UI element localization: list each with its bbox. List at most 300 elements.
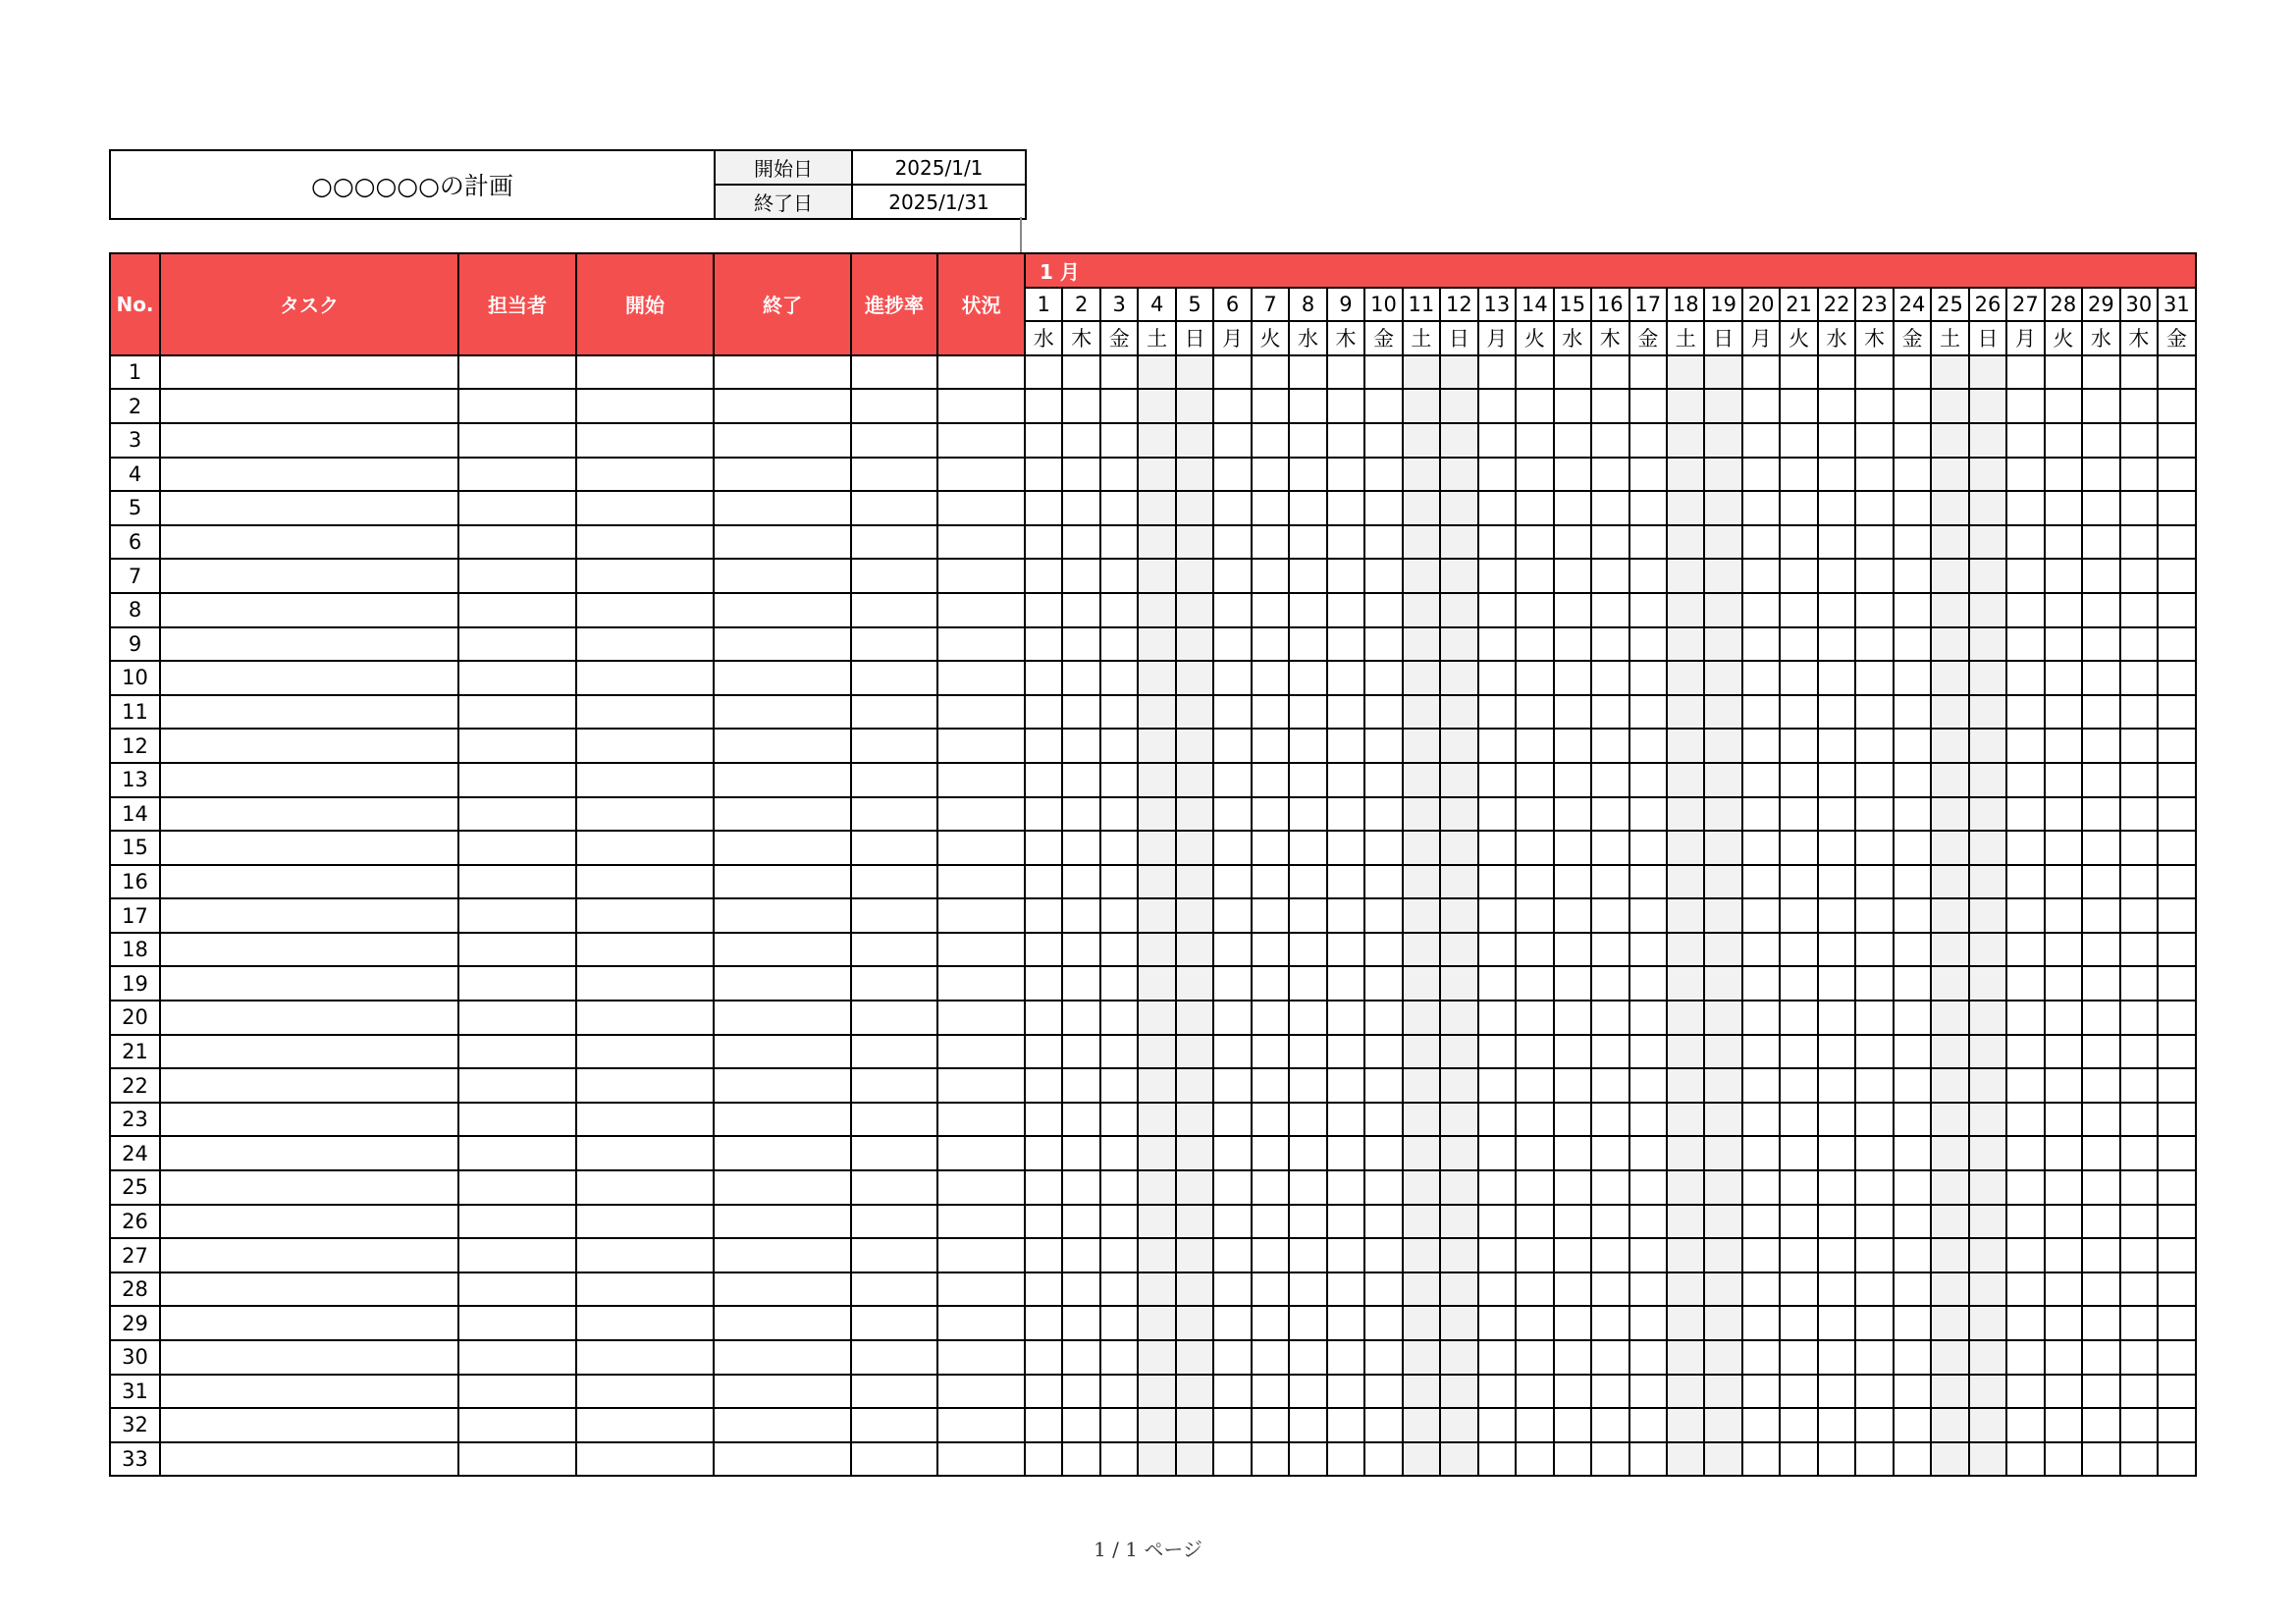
gantt-cell[interactable] [1554,729,1591,763]
gantt-cell[interactable] [1252,1136,1289,1170]
gantt-cell[interactable] [1100,661,1138,695]
end-cell[interactable] [714,389,851,423]
start-cell[interactable] [576,593,714,627]
gantt-cell[interactable] [1742,1103,1780,1137]
gantt-cell[interactable] [1403,389,1440,423]
gantt-cell[interactable] [1554,1408,1591,1442]
gantt-cell[interactable] [1176,661,1213,695]
gantt-cell[interactable] [1176,1001,1213,1035]
gantt-cell[interactable] [1100,1340,1138,1375]
gantt-cell[interactable] [2082,1238,2119,1272]
gantt-cell[interactable] [1252,1068,1289,1103]
gantt-cell[interactable] [2006,1035,2044,1069]
gantt-cell[interactable] [1440,423,1477,458]
gantt-cell[interactable] [2120,1442,2158,1477]
gantt-cell[interactable] [1213,1408,1251,1442]
start-cell[interactable] [576,797,714,832]
gantt-cell[interactable] [1667,1340,1704,1375]
gantt-cell[interactable] [1554,1001,1591,1035]
gantt-cell[interactable] [1554,355,1591,390]
gantt-cell[interactable] [1629,1306,1667,1340]
gantt-cell[interactable] [1213,797,1251,832]
gantt-cell[interactable] [1440,355,1477,390]
gantt-cell[interactable] [1742,661,1780,695]
gantt-cell[interactable] [1969,661,2006,695]
task-cell[interactable] [160,389,458,423]
gantt-cell[interactable] [1931,355,1968,390]
gantt-cell[interactable] [2158,797,2196,832]
task-cell[interactable] [160,1170,458,1205]
gantt-cell[interactable] [1855,389,1893,423]
gantt-cell[interactable] [2158,1306,2196,1340]
gantt-cell[interactable] [1327,1442,1364,1477]
gantt-cell[interactable] [1780,458,1817,492]
assignee-cell[interactable] [458,559,576,593]
gantt-cell[interactable] [2120,865,2158,899]
progress-cell[interactable] [851,898,937,933]
gantt-cell[interactable] [1780,898,1817,933]
gantt-cell[interactable] [1780,423,1817,458]
gantt-cell[interactable] [1176,729,1213,763]
gantt-cell[interactable] [1327,389,1364,423]
gantt-cell[interactable] [1213,1205,1251,1239]
gantt-cell[interactable] [2158,1442,2196,1477]
gantt-cell[interactable] [1704,1170,1741,1205]
status-cell[interactable] [937,1375,1025,1409]
gantt-cell[interactable] [1591,491,1629,525]
start-cell[interactable] [576,831,714,865]
status-cell[interactable] [937,831,1025,865]
gantt-cell[interactable] [1969,1205,2006,1239]
gantt-cell[interactable] [1364,1035,1402,1069]
gantt-cell[interactable] [1855,1103,1893,1137]
task-cell[interactable] [160,1306,458,1340]
gantt-cell[interactable] [1403,458,1440,492]
gantt-cell[interactable] [2045,763,2082,797]
gantt-cell[interactable] [1327,1340,1364,1375]
gantt-cell[interactable] [1554,491,1591,525]
gantt-cell[interactable] [1327,491,1364,525]
gantt-cell[interactable] [1667,933,1704,967]
gantt-cell[interactable] [1780,1272,1817,1307]
gantt-cell[interactable] [1440,797,1477,832]
gantt-cell[interactable] [1591,898,1629,933]
gantt-cell[interactable] [1252,423,1289,458]
start-cell[interactable] [576,1205,714,1239]
gantt-cell[interactable] [1704,831,1741,865]
gantt-cell[interactable] [2082,1170,2119,1205]
gantt-cell[interactable] [2120,1238,2158,1272]
gantt-cell[interactable] [1100,729,1138,763]
gantt-cell[interactable] [1516,1136,1553,1170]
gantt-cell[interactable] [2082,525,2119,560]
gantt-cell[interactable] [2082,695,2119,730]
gantt-cell[interactable] [1403,1136,1440,1170]
gantt-cell[interactable] [1931,423,1968,458]
gantt-cell[interactable] [1742,1375,1780,1409]
gantt-cell[interactable] [1818,898,1855,933]
gantt-cell[interactable] [2158,729,2196,763]
task-cell[interactable] [160,695,458,730]
gantt-cell[interactable] [1289,355,1326,390]
gantt-cell[interactable] [1855,865,1893,899]
gantt-cell[interactable] [1289,458,1326,492]
gantt-cell[interactable] [1931,1001,1968,1035]
gantt-cell[interactable] [1667,1238,1704,1272]
gantt-cell[interactable] [1780,1238,1817,1272]
gantt-cell[interactable] [1818,1068,1855,1103]
gantt-cell[interactable] [1252,1442,1289,1477]
gantt-cell[interactable] [1667,1408,1704,1442]
task-cell[interactable] [160,831,458,865]
gantt-cell[interactable] [1516,1205,1553,1239]
gantt-cell[interactable] [1289,1408,1326,1442]
gantt-cell[interactable] [1742,763,1780,797]
gantt-cell[interactable] [1440,763,1477,797]
gantt-cell[interactable] [1478,593,1516,627]
gantt-cell[interactable] [1478,1068,1516,1103]
gantt-cell[interactable] [1478,898,1516,933]
gantt-cell[interactable] [1062,1001,1099,1035]
gantt-cell[interactable] [1062,525,1099,560]
gantt-cell[interactable] [2120,1340,2158,1375]
gantt-cell[interactable] [1591,661,1629,695]
gantt-cell[interactable] [2120,559,2158,593]
gantt-cell[interactable] [1025,966,1062,1001]
gantt-cell[interactable] [1629,1205,1667,1239]
gantt-cell[interactable] [1327,1375,1364,1409]
gantt-cell[interactable] [1100,1136,1138,1170]
gantt-cell[interactable] [1364,898,1402,933]
gantt-cell[interactable] [1554,559,1591,593]
gantt-cell[interactable] [1403,1375,1440,1409]
progress-cell[interactable] [851,1170,937,1205]
gantt-cell[interactable] [2082,1136,2119,1170]
gantt-cell[interactable] [1704,389,1741,423]
gantt-cell[interactable] [1100,898,1138,933]
gantt-cell[interactable] [1855,1068,1893,1103]
gantt-cell[interactable] [1704,1238,1741,1272]
gantt-cell[interactable] [2082,1375,2119,1409]
gantt-cell[interactable] [1062,423,1099,458]
gantt-cell[interactable] [1931,898,1968,933]
gantt-cell[interactable] [1403,1170,1440,1205]
gantt-cell[interactable] [2045,1340,2082,1375]
gantt-cell[interactable] [1138,559,1175,593]
gantt-cell[interactable] [1516,763,1553,797]
gantt-cell[interactable] [1327,831,1364,865]
status-cell[interactable] [937,491,1025,525]
gantt-cell[interactable] [1931,1103,1968,1137]
gantt-cell[interactable] [1742,831,1780,865]
gantt-cell[interactable] [1931,966,1968,1001]
status-cell[interactable] [937,627,1025,662]
gantt-cell[interactable] [1855,1375,1893,1409]
gantt-cell[interactable] [1818,389,1855,423]
gantt-cell[interactable] [1629,559,1667,593]
gantt-cell[interactable] [1327,661,1364,695]
gantt-cell[interactable] [1704,1375,1741,1409]
end-cell[interactable] [714,1272,851,1307]
start-cell[interactable] [576,661,714,695]
gantt-cell[interactable] [1591,966,1629,1001]
gantt-cell[interactable] [1364,1103,1402,1137]
status-cell[interactable] [937,1103,1025,1137]
gantt-cell[interactable] [1252,898,1289,933]
gantt-cell[interactable] [2082,1103,2119,1137]
gantt-cell[interactable] [1025,1375,1062,1409]
gantt-cell[interactable] [1742,1238,1780,1272]
gantt-cell[interactable] [1894,695,1931,730]
gantt-cell[interactable] [1252,661,1289,695]
task-cell[interactable] [160,729,458,763]
gantt-cell[interactable] [1327,458,1364,492]
gantt-cell[interactable] [1780,1035,1817,1069]
gantt-cell[interactable] [1213,559,1251,593]
gantt-cell[interactable] [1478,389,1516,423]
gantt-cell[interactable] [1440,525,1477,560]
assignee-cell[interactable] [458,593,576,627]
start-cell[interactable] [576,423,714,458]
gantt-cell[interactable] [1213,1375,1251,1409]
gantt-cell[interactable] [2045,797,2082,832]
assignee-cell[interactable] [458,1272,576,1307]
gantt-cell[interactable] [1554,1035,1591,1069]
gantt-cell[interactable] [1440,1375,1477,1409]
gantt-cell[interactable] [1213,627,1251,662]
end-cell[interactable] [714,458,851,492]
start-cell[interactable] [576,627,714,662]
gantt-cell[interactable] [1931,458,1968,492]
gantt-cell[interactable] [1138,1408,1175,1442]
gantt-cell[interactable] [1138,933,1175,967]
gantt-cell[interactable] [1704,695,1741,730]
gantt-cell[interactable] [1252,1103,1289,1137]
gantt-cell[interactable] [1969,898,2006,933]
gantt-cell[interactable] [1516,1272,1553,1307]
gantt-cell[interactable] [1364,1306,1402,1340]
gantt-cell[interactable] [1818,1035,1855,1069]
gantt-cell[interactable] [1742,898,1780,933]
gantt-cell[interactable] [1855,559,1893,593]
status-cell[interactable] [937,797,1025,832]
gantt-cell[interactable] [1478,355,1516,390]
gantt-cell[interactable] [1780,389,1817,423]
gantt-cell[interactable] [1440,898,1477,933]
gantt-cell[interactable] [2082,1205,2119,1239]
gantt-cell[interactable] [1100,355,1138,390]
gantt-cell[interactable] [1440,1001,1477,1035]
task-cell[interactable] [160,1408,458,1442]
gantt-cell[interactable] [1252,865,1289,899]
gantt-cell[interactable] [1742,1272,1780,1307]
gantt-cell[interactable] [1894,1035,1931,1069]
gantt-cell[interactable] [1969,1035,2006,1069]
gantt-cell[interactable] [1855,1001,1893,1035]
gantt-cell[interactable] [1138,1068,1175,1103]
gantt-cell[interactable] [1742,1306,1780,1340]
gantt-cell[interactable] [1062,1035,1099,1069]
status-cell[interactable] [937,1035,1025,1069]
gantt-cell[interactable] [1818,729,1855,763]
status-cell[interactable] [937,1238,1025,1272]
gantt-cell[interactable] [2158,1205,2196,1239]
gantt-cell[interactable] [1403,1068,1440,1103]
task-cell[interactable] [160,627,458,662]
gantt-cell[interactable] [1704,1205,1741,1239]
gantt-cell[interactable] [1742,729,1780,763]
gantt-cell[interactable] [1176,1442,1213,1477]
gantt-cell[interactable] [1478,1238,1516,1272]
gantt-cell[interactable] [1062,1103,1099,1137]
gantt-cell[interactable] [1213,898,1251,933]
gantt-cell[interactable] [1025,1035,1062,1069]
gantt-cell[interactable] [2120,933,2158,967]
gantt-cell[interactable] [2006,661,2044,695]
gantt-cell[interactable] [1289,1001,1326,1035]
gantt-cell[interactable] [2045,593,2082,627]
gantt-cell[interactable] [1855,763,1893,797]
gantt-cell[interactable] [1554,831,1591,865]
gantt-cell[interactable] [1062,559,1099,593]
gantt-cell[interactable] [1629,966,1667,1001]
gantt-cell[interactable] [2082,1001,2119,1035]
gantt-cell[interactable] [1062,1306,1099,1340]
gantt-cell[interactable] [1364,1238,1402,1272]
gantt-cell[interactable] [1100,763,1138,797]
gantt-cell[interactable] [1062,966,1099,1001]
gantt-cell[interactable] [1516,797,1553,832]
gantt-cell[interactable] [1780,1442,1817,1477]
gantt-cell[interactable] [1704,661,1741,695]
gantt-cell[interactable] [2120,763,2158,797]
gantt-cell[interactable] [2120,1408,2158,1442]
gantt-cell[interactable] [1289,1068,1326,1103]
gantt-cell[interactable] [1062,898,1099,933]
gantt-cell[interactable] [1364,695,1402,730]
gantt-cell[interactable] [1931,1170,1968,1205]
gantt-cell[interactable] [1100,491,1138,525]
gantt-cell[interactable] [1780,1170,1817,1205]
start-cell[interactable] [576,559,714,593]
gantt-cell[interactable] [2045,1272,2082,1307]
gantt-cell[interactable] [1969,593,2006,627]
gantt-cell[interactable] [1554,1103,1591,1137]
gantt-cell[interactable] [2120,1306,2158,1340]
gantt-cell[interactable] [1327,763,1364,797]
gantt-cell[interactable] [1252,389,1289,423]
gantt-cell[interactable] [1364,933,1402,967]
gantt-cell[interactable] [1213,1170,1251,1205]
gantt-cell[interactable] [1969,1408,2006,1442]
gantt-cell[interactable] [1742,865,1780,899]
gantt-cell[interactable] [1629,1340,1667,1375]
gantt-cell[interactable] [1554,1442,1591,1477]
gantt-cell[interactable] [1252,627,1289,662]
assignee-cell[interactable] [458,898,576,933]
gantt-cell[interactable] [1213,355,1251,390]
gantt-cell[interactable] [1554,763,1591,797]
gantt-cell[interactable] [1894,355,1931,390]
gantt-cell[interactable] [1440,1340,1477,1375]
gantt-cell[interactable] [1403,898,1440,933]
gantt-cell[interactable] [1478,1442,1516,1477]
assignee-cell[interactable] [458,865,576,899]
gantt-cell[interactable] [2158,1035,2196,1069]
gantt-cell[interactable] [1931,831,1968,865]
gantt-cell[interactable] [1931,695,1968,730]
gantt-cell[interactable] [1138,423,1175,458]
gantt-cell[interactable] [1818,1136,1855,1170]
gantt-cell[interactable] [1667,1170,1704,1205]
task-cell[interactable] [160,559,458,593]
gantt-cell[interactable] [1138,1170,1175,1205]
gantt-cell[interactable] [1894,525,1931,560]
gantt-cell[interactable] [1554,661,1591,695]
gantt-cell[interactable] [1403,695,1440,730]
gantt-cell[interactable] [2082,1306,2119,1340]
gantt-cell[interactable] [1440,491,1477,525]
gantt-cell[interactable] [1516,1103,1553,1137]
gantt-cell[interactable] [1025,1001,1062,1035]
progress-cell[interactable] [851,1306,937,1340]
gantt-cell[interactable] [1138,355,1175,390]
gantt-cell[interactable] [1818,355,1855,390]
gantt-cell[interactable] [1591,389,1629,423]
gantt-cell[interactable] [1780,1306,1817,1340]
gantt-cell[interactable] [1667,695,1704,730]
gantt-cell[interactable] [1667,525,1704,560]
gantt-cell[interactable] [1780,966,1817,1001]
gantt-cell[interactable] [1364,559,1402,593]
gantt-cell[interactable] [2045,1238,2082,1272]
gantt-cell[interactable] [1931,729,1968,763]
gantt-cell[interactable] [2120,1068,2158,1103]
gantt-cell[interactable] [2158,1340,2196,1375]
gantt-cell[interactable] [1742,423,1780,458]
gantt-cell[interactable] [2120,1170,2158,1205]
assignee-cell[interactable] [458,525,576,560]
gantt-cell[interactable] [1025,661,1062,695]
gantt-cell[interactable] [2082,966,2119,1001]
gantt-cell[interactable] [1025,695,1062,730]
gantt-cell[interactable] [1062,831,1099,865]
gantt-cell[interactable] [1931,1272,1968,1307]
gantt-cell[interactable] [1931,1136,1968,1170]
gantt-cell[interactable] [1213,1238,1251,1272]
gantt-cell[interactable] [1289,559,1326,593]
gantt-cell[interactable] [1780,1205,1817,1239]
status-cell[interactable] [937,695,1025,730]
gantt-cell[interactable] [1554,865,1591,899]
assignee-cell[interactable] [458,1068,576,1103]
gantt-cell[interactable] [1025,1340,1062,1375]
gantt-cell[interactable] [1176,1408,1213,1442]
gantt-cell[interactable] [1062,1238,1099,1272]
gantt-cell[interactable] [1213,865,1251,899]
gantt-cell[interactable] [1516,1170,1553,1205]
gantt-cell[interactable] [1138,491,1175,525]
gantt-cell[interactable] [1176,763,1213,797]
gantt-cell[interactable] [1289,627,1326,662]
gantt-cell[interactable] [2006,1272,2044,1307]
gantt-cell[interactable] [1818,525,1855,560]
gantt-cell[interactable] [1855,831,1893,865]
gantt-cell[interactable] [1855,1340,1893,1375]
gantt-cell[interactable] [1969,966,2006,1001]
gantt-cell[interactable] [1742,933,1780,967]
gantt-cell[interactable] [1554,1170,1591,1205]
